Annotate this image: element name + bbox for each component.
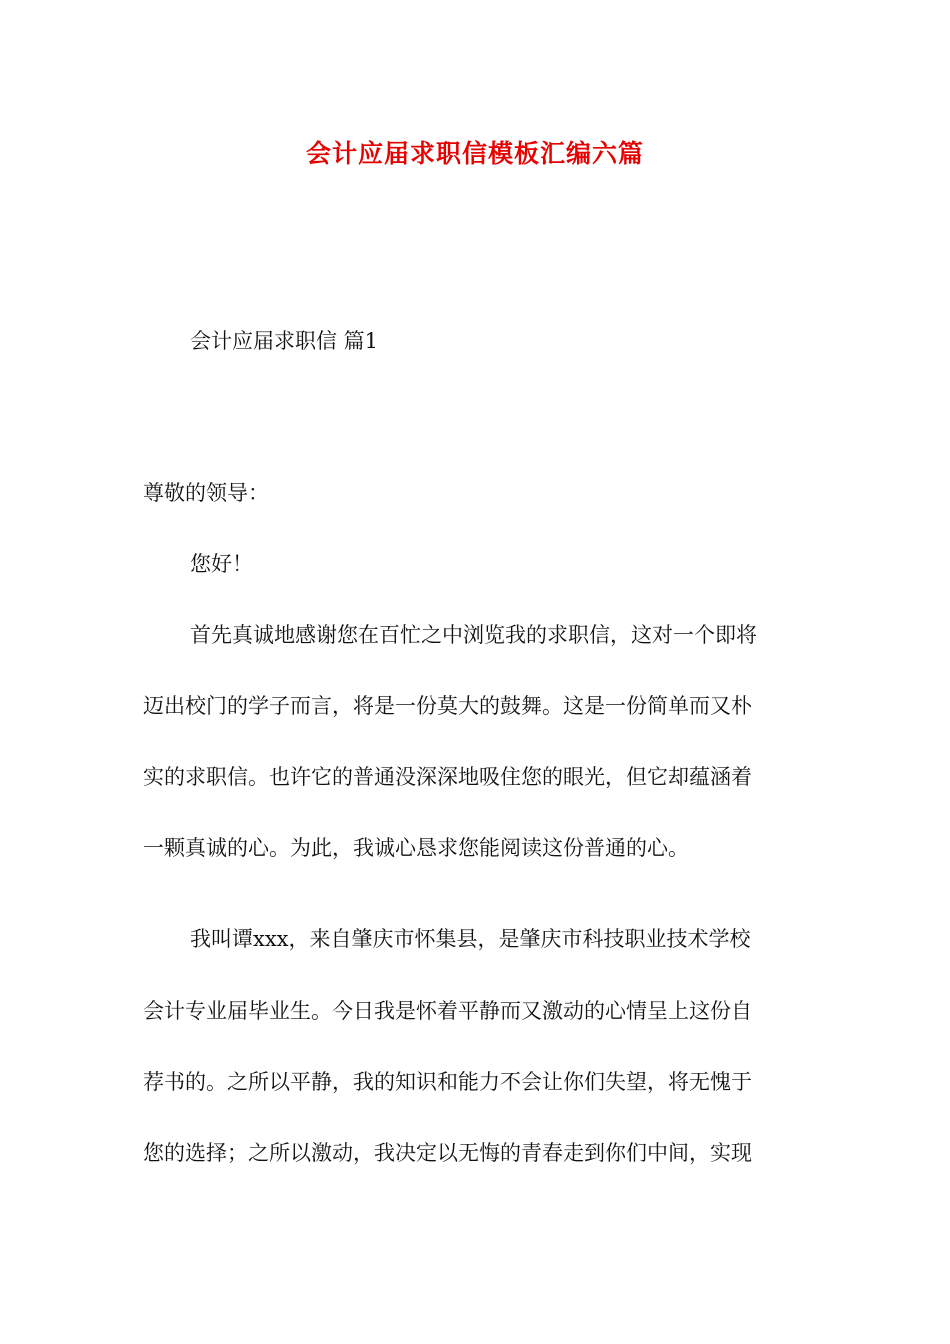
- paragraph-line: 荐书的。之所以平静，我的知识和能力不会让你们失望，将无愧于: [143, 1070, 752, 1094]
- salutation: 尊敬的领导：: [143, 481, 269, 505]
- paragraph-line: 您的选择；之所以激动，我决定以无悔的青春走到你们中间，实现: [143, 1141, 752, 1165]
- paragraph-line: 实的求职信。也许它的普通没深深地吸住您的眼光，但它却蕴涵着: [143, 765, 752, 789]
- section-heading: 会计应届求职信 篇1: [190, 329, 379, 353]
- paragraph-line: 一颗真诚的心。为此，我诚心恳求您能阅读这份普通的心。: [143, 836, 689, 860]
- greeting: 您好！: [190, 552, 253, 576]
- paragraph-line: 会计专业届毕业生。今日我是怀着平静而又激动的心情呈上这份自: [143, 999, 752, 1023]
- paragraph-line: 我叫谭xxx，来自肇庆市怀集县，是肇庆市科技职业技术学校: [190, 927, 751, 951]
- paragraph-line: 首先真诚地感谢您在百忙之中浏览我的求职信，这对一个即将: [190, 623, 757, 647]
- document-title: 会计应届求职信模板汇编六篇: [305, 139, 644, 168]
- paragraph-line: 迈出校门的学子而言，将是一份莫大的鼓舞。这是一份简单而又朴: [143, 694, 752, 718]
